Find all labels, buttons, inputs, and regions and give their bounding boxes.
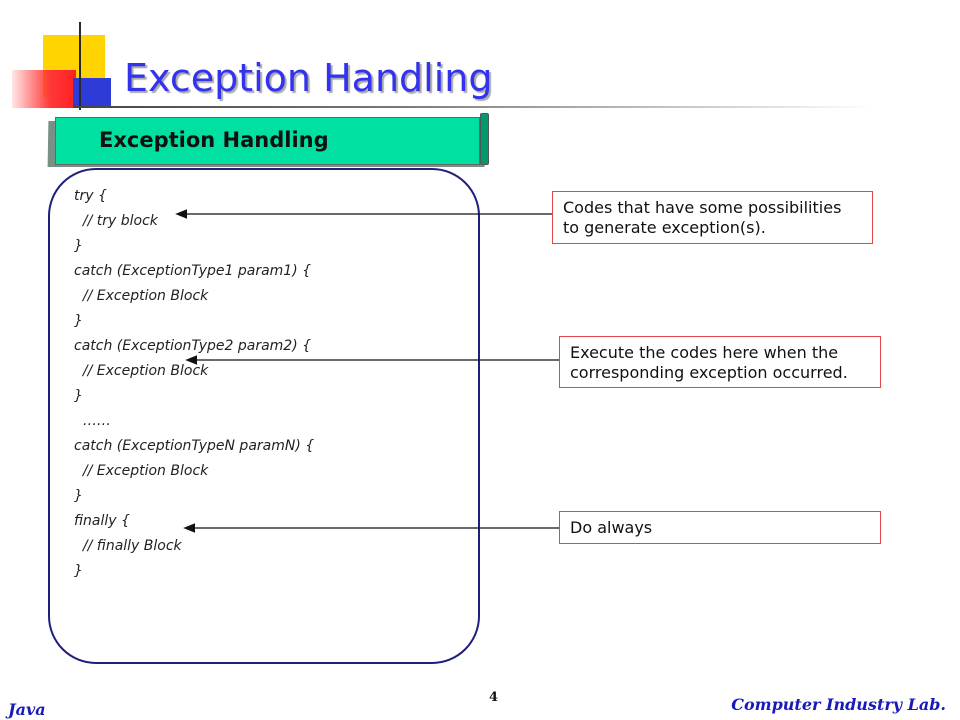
code-line: catch (ExceptionType1 param1) { <box>74 263 312 279</box>
title-underline <box>73 106 873 108</box>
footer-lab: Computer Industry Lab. <box>731 695 946 714</box>
logo-vertical-line <box>79 22 81 110</box>
code-line: // Exception Block <box>74 288 209 304</box>
callout-text: Execute the codes here when the <box>570 343 839 362</box>
code-line: finally { <box>74 513 130 529</box>
code-line: catch (ExceptionTypeN paramN) { <box>74 438 315 454</box>
callout-text: to generate exception(s). <box>563 218 766 237</box>
page-number: 4 <box>489 690 499 705</box>
code-line: try { <box>74 188 107 204</box>
code-line: // Exception Block <box>74 363 209 379</box>
callout-finally <box>559 511 881 544</box>
callout-text: Do always <box>570 518 653 537</box>
banner-label: Exception Handling <box>99 128 329 152</box>
callout-try <box>552 191 873 244</box>
code-line: } <box>74 313 83 329</box>
callout-catch <box>559 336 881 388</box>
code-line: // finally Block <box>74 538 182 554</box>
code-line: // Exception Block <box>74 463 209 479</box>
code-line: } <box>74 563 83 579</box>
code-line: } <box>74 238 83 254</box>
code-frame <box>48 168 480 664</box>
callout-text: Codes that have some possibilities <box>563 198 842 217</box>
banner-roll <box>480 113 489 165</box>
code-line: } <box>74 488 83 504</box>
code-line: // try block <box>74 213 158 229</box>
code-line: } <box>74 388 83 404</box>
callout-text: corresponding exception occurred. <box>570 363 848 382</box>
logo-red-bar <box>12 70 76 108</box>
code-line: catch (ExceptionType2 param2) { <box>74 338 312 354</box>
footer-course: Java <box>8 700 46 719</box>
slide-title: Exception Handling <box>124 56 493 100</box>
code-line: …… <box>74 413 111 429</box>
